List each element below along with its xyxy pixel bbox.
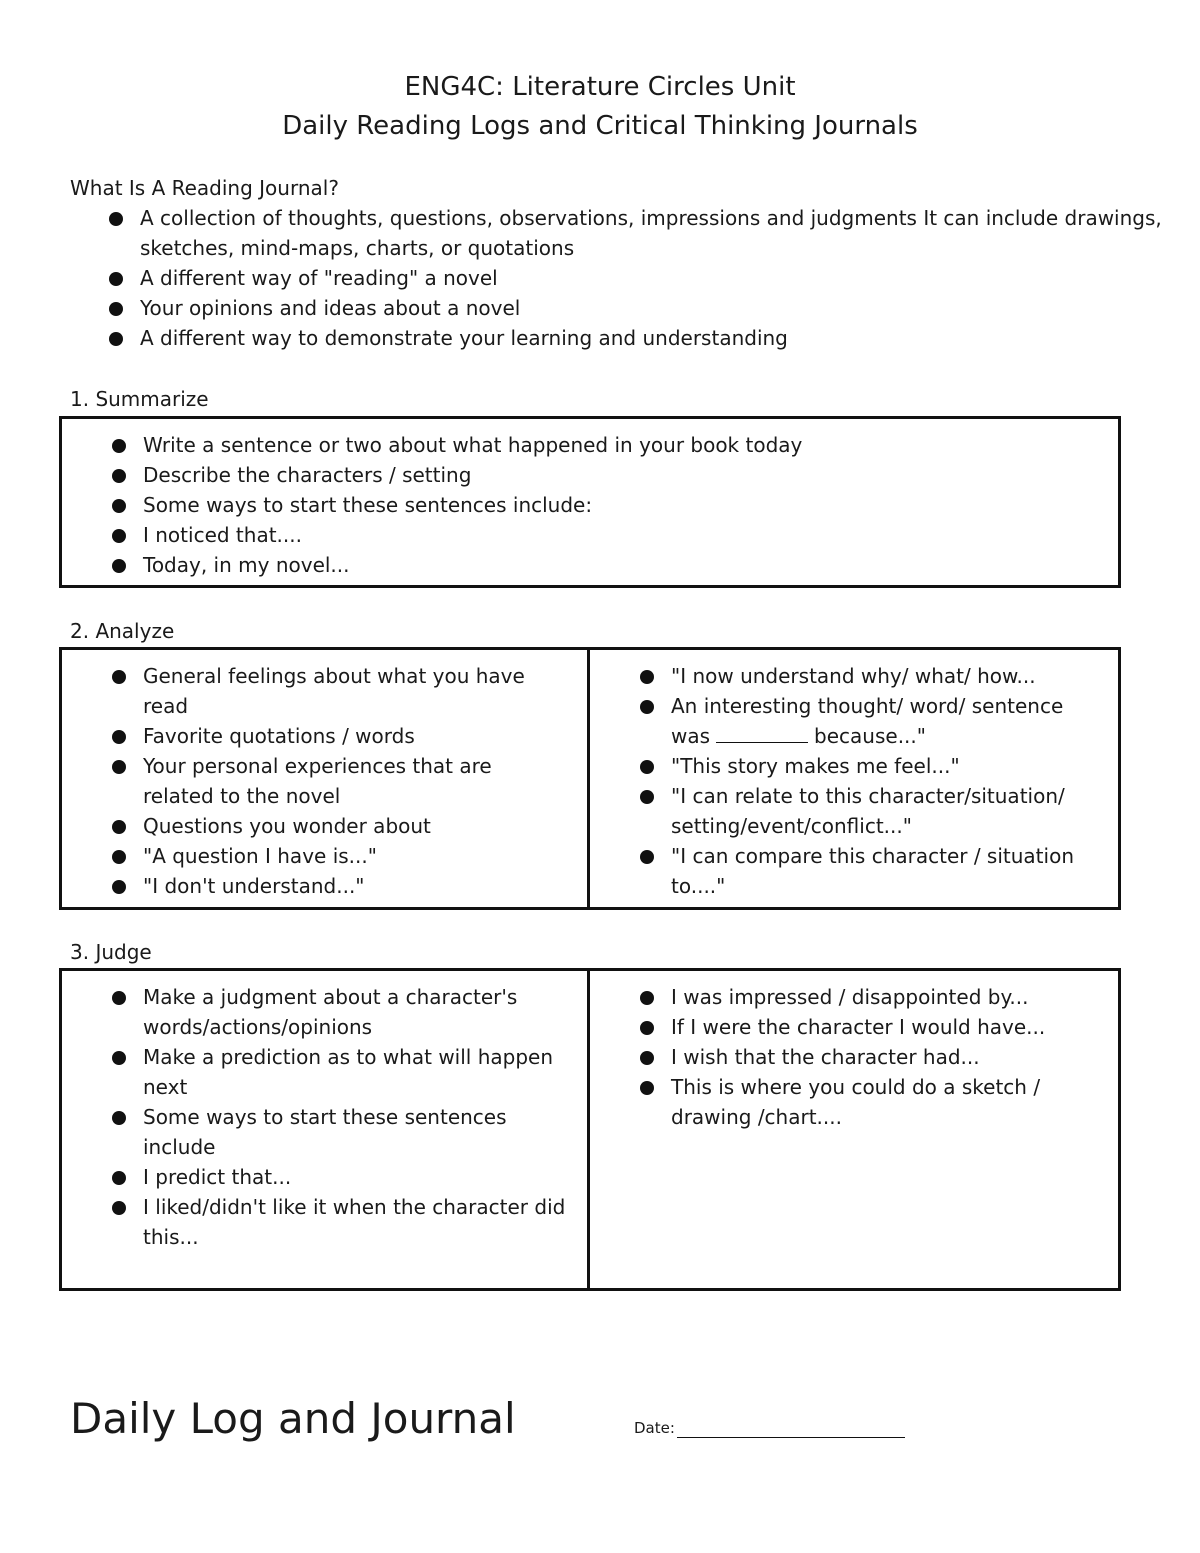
analyze-item: Your personal experiences that are related to the novel: [73, 751, 567, 811]
analyze-item: "A question I have is...": [73, 841, 567, 871]
judge-item: Make a prediction as to what will happen next: [73, 1042, 567, 1102]
document-subtitle: Daily Reading Logs and Critical Thinking Journals: [282, 111, 918, 141]
intro-item: Your opinions and ideas about a novel: [70, 293, 1170, 323]
judge-item: I was impressed / disappointed by...: [601, 982, 1106, 1012]
summarize-box: [59, 416, 1121, 588]
intro-item: A different way of "reading" a novel: [70, 263, 1170, 293]
judge-item: Some ways to start these sentences include: [73, 1102, 567, 1162]
analyze-left-column: [62, 650, 590, 907]
summarize-item: Some ways to start these sentences include:: [73, 490, 1118, 520]
analyze-item: Questions you wonder about: [73, 811, 567, 841]
analyze-item: "I now understand why/ what/ how...: [601, 661, 1106, 691]
analyze-right-column: [590, 650, 1118, 907]
analyze-item: General feelings about what you have read: [73, 661, 567, 721]
analyze-item-text: because...": [814, 724, 926, 748]
analyze-item-text: An interesting thought/ word/ sentence was: [671, 694, 1064, 748]
course-title: ENG4C: Literature Circles Unit: [404, 72, 796, 102]
judge-item: I predict that...: [73, 1162, 567, 1192]
summarize-item: Write a sentence or two about what happened in your book today: [73, 430, 1118, 460]
analyze-item: Favorite quotations / words: [73, 721, 567, 751]
daily-log-title: Daily Log and Journal: [70, 1394, 516, 1443]
intro-list: [70, 203, 1170, 353]
summarize-item: Today, in my novel...: [73, 550, 1118, 580]
analyze-label: 2. Analyze: [70, 619, 175, 643]
intro-item: A different way to demonstrate your learning and understanding: [70, 323, 1170, 353]
summarize-label: 1. Summarize: [70, 387, 209, 411]
judge-item: I wish that the character had...: [601, 1042, 1106, 1072]
summarize-item: I noticed that....: [73, 520, 1118, 550]
judge-item: If I were the character I would have...: [601, 1012, 1106, 1042]
analyze-box: [59, 647, 1121, 910]
analyze-left-list: [73, 661, 567, 901]
judge-item: This is where you could do a sketch / drawing /chart....: [601, 1072, 1106, 1132]
date-input-line[interactable]: [677, 1421, 905, 1438]
analyze-item: "This story makes me feel...": [601, 751, 1106, 781]
judge-left-list: [73, 982, 567, 1252]
judge-label: 3. Judge: [70, 940, 152, 964]
intro-item: A collection of thoughts, questions, observations, impressions and judgments It can include drawings, sketches, mind-maps, charts, or quotations: [70, 203, 1170, 263]
judge-box: [59, 968, 1121, 1291]
summarize-list: [62, 419, 1118, 580]
judge-item: I liked/didn't like it when the character did this...: [73, 1192, 567, 1252]
document-header: [0, 68, 1200, 146]
judge-left-column: [62, 971, 590, 1288]
date-field-row: [634, 1418, 905, 1438]
intro-question: What Is A Reading Journal?: [70, 176, 339, 200]
analyze-right-list: [601, 661, 1106, 901]
analyze-item: "I can compare this character / situation to....": [601, 841, 1106, 901]
intro-section: [70, 203, 1170, 353]
summarize-item: Describe the characters / setting: [73, 460, 1118, 490]
analyze-item: [601, 691, 1106, 751]
analyze-item: "I don't understand...": [73, 871, 567, 901]
judge-right-column: [590, 971, 1118, 1288]
date-label: Date:: [634, 1419, 675, 1437]
fill-in-blank: [716, 722, 808, 743]
analyze-item: "I can relate to this character/situation/ setting/event/conflict...": [601, 781, 1106, 841]
judge-item: Make a judgment about a character's words/actions/opinions: [73, 982, 567, 1042]
judge-right-list: [601, 982, 1106, 1132]
